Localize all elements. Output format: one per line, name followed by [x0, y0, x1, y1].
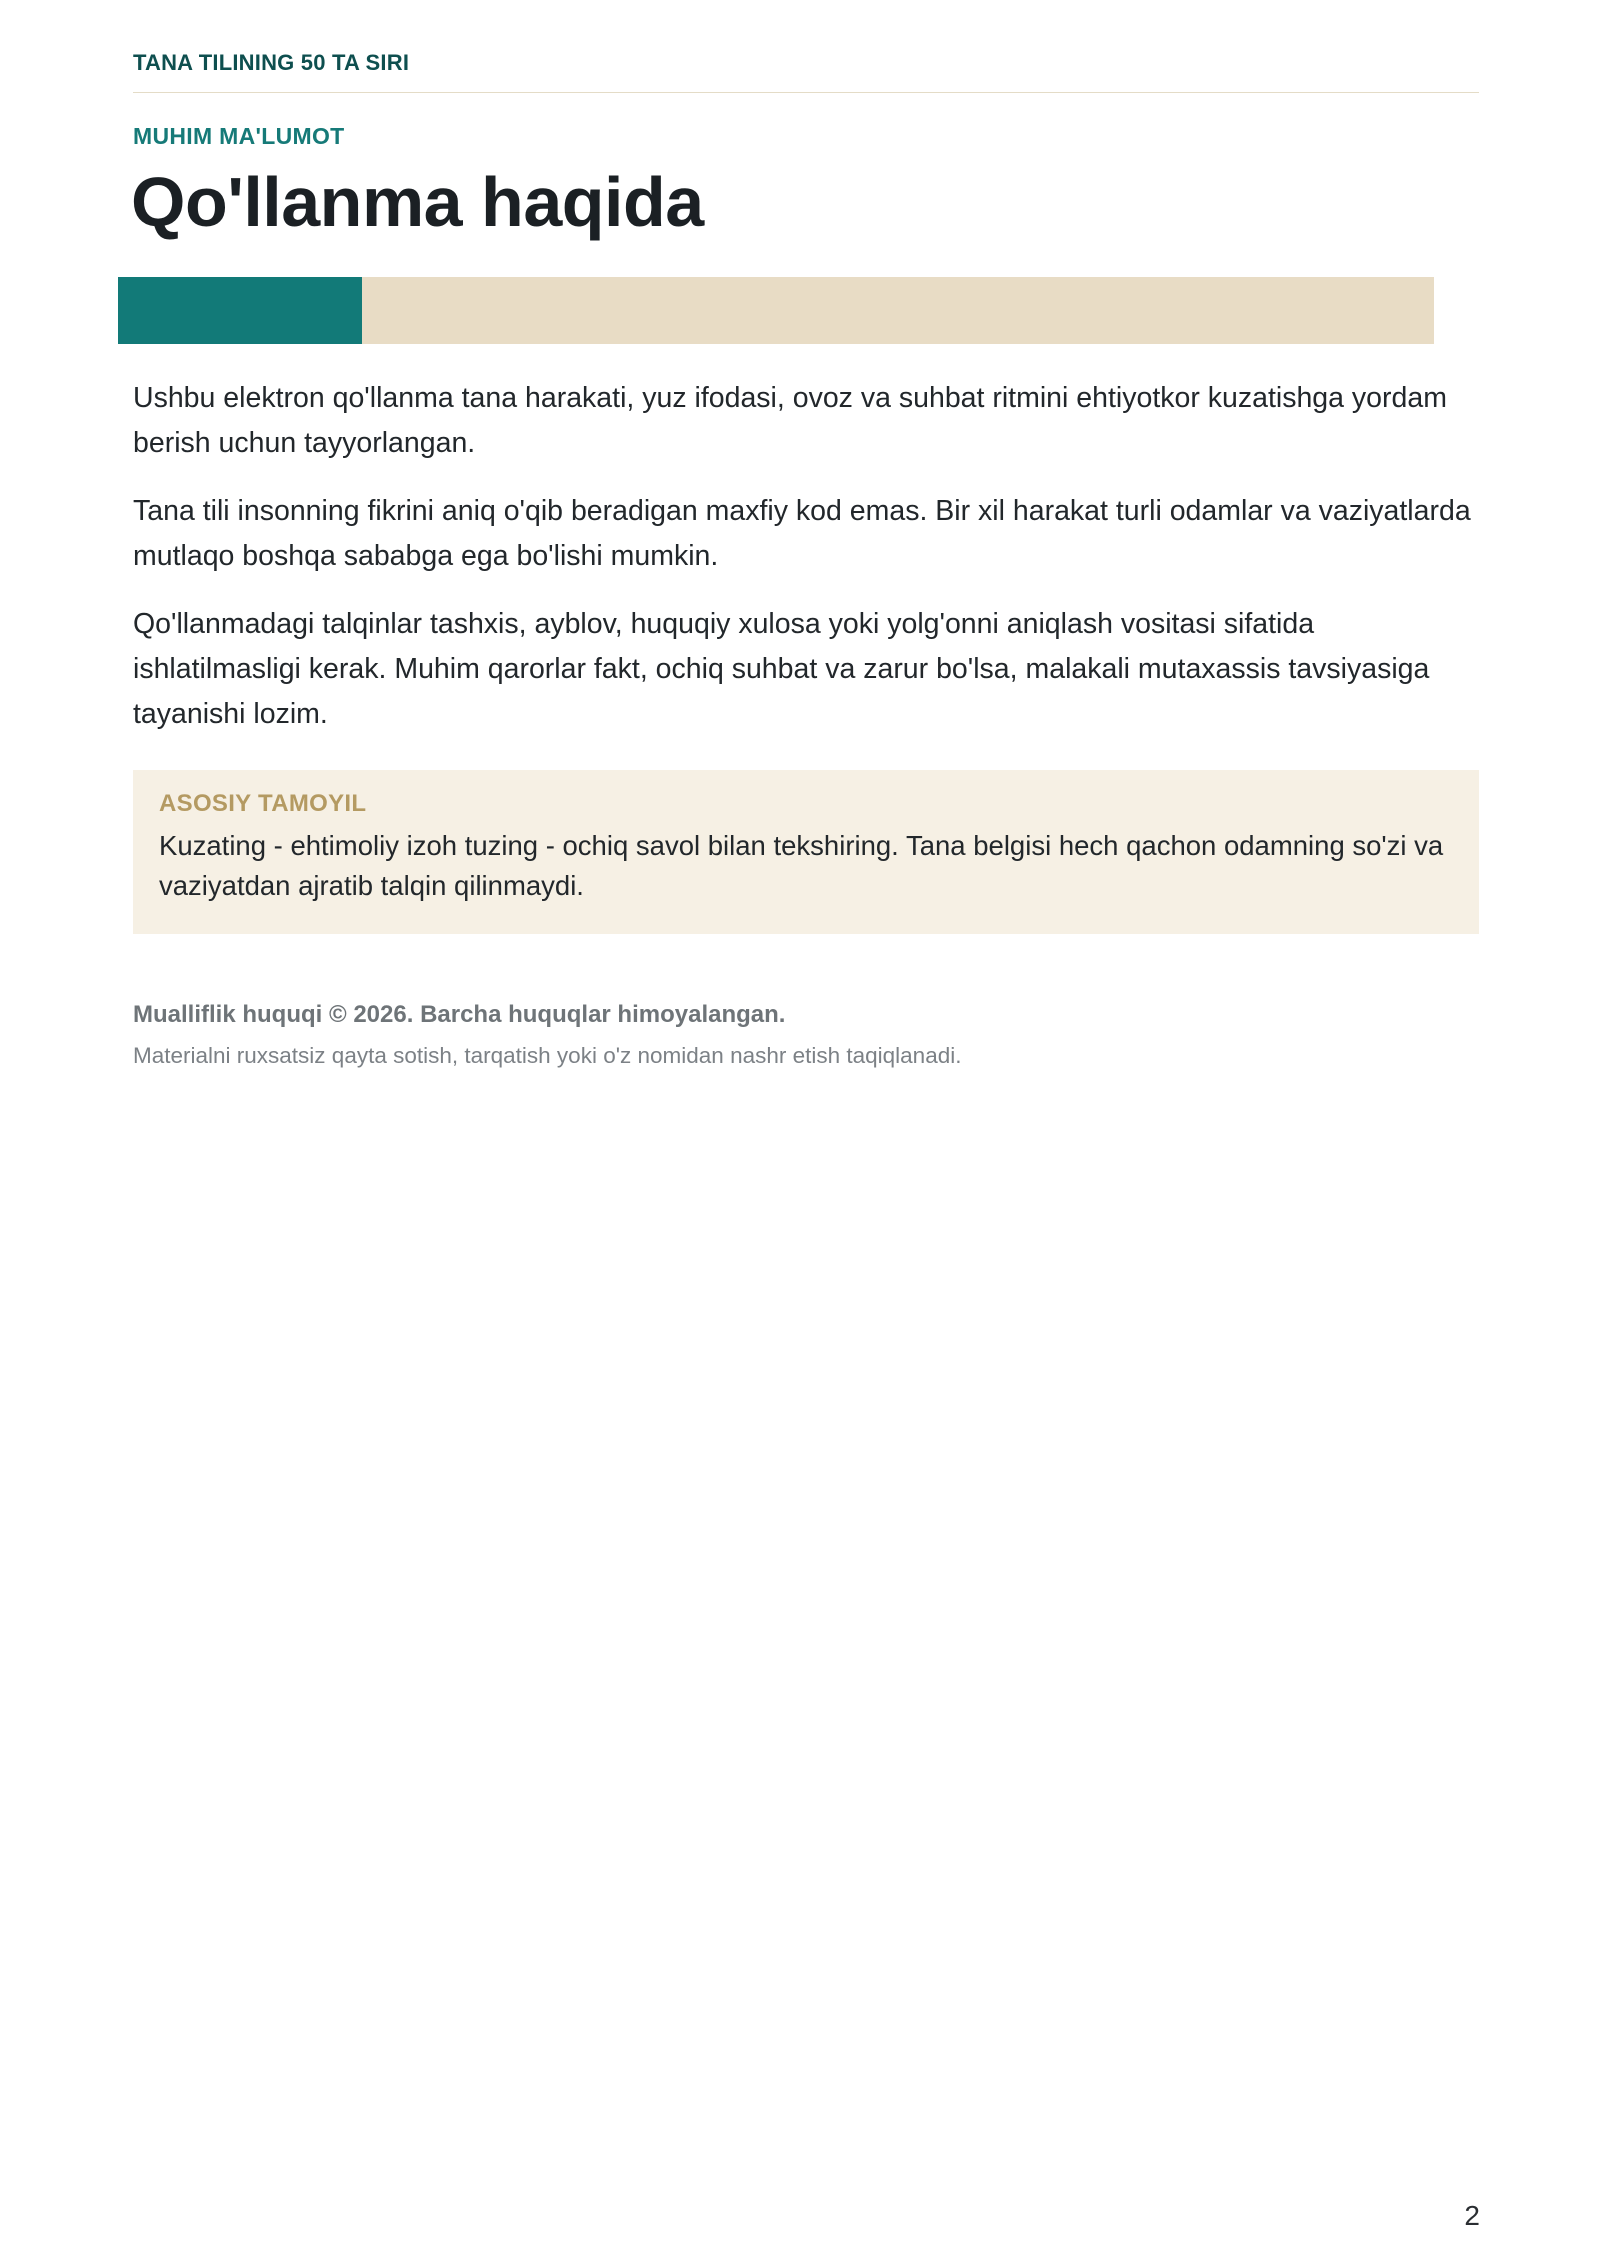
title-decoration-accent: [118, 277, 362, 344]
principle-callout: [133, 770, 1479, 934]
running-header: TANA TILINING 50 TA SIRI: [133, 50, 1479, 93]
copyright-restriction: Materialni ruxsatsiz qayta sotish, tarqatish yoki o'z nomidan nashr etish taqiqlanadi.: [133, 1043, 962, 1068]
paragraph-disclaimer: Qo'llanmadagi talqinlar tashxis, ayblov, huquqiy xulosa yoki yolg'onni aniqlash vositasi sifatida ishlatilmasligi kerak. Muhim qarorlar fakt, ochiq suhbat va zarur bo'lsa, malakali mutaxassis tavsiyasiga tayanishi lozim.: [133, 608, 1430, 730]
title-decoration-bar: [118, 277, 1434, 344]
body-text: [133, 376, 1483, 760]
callout-text: Kuzating - ehtimoliy izoh tuzing - ochiq savol bilan tekshiring. Tana belgisi hech qachon odamning so'zi va vaziyatdan ajratib talqin qilinmaydi.: [159, 830, 1444, 901]
copyright-block: [133, 1001, 1479, 1069]
paragraph-intro: Ushbu elektron qo'llanma tana harakati, yuz ifodasi, ovoz va suhbat ritmini ehtiyotkor kuzatishga yordam berish uchun tayyorlangan.: [133, 382, 1447, 459]
copyright-notice: Mualliflik huquqi © 2026. Barcha huquqlar himoyalangan.: [133, 1001, 786, 1028]
paragraph-not-secret-code: Tana tili insonning fikrini aniq o'qib beradigan maxfiy kod emas. Bir xil harakat turli odamlar va vaziyatlarda mutlaqo boshqa sababga ega bo'lishi mumkin.: [133, 495, 1471, 572]
page-title: Qo'llanma haqida: [131, 163, 704, 241]
callout-title: ASOSIY TAMOYIL: [159, 790, 367, 817]
section-eyebrow: MUHIM MA'LUMOT: [133, 123, 345, 149]
page-number: 2: [1464, 2200, 1480, 2231]
